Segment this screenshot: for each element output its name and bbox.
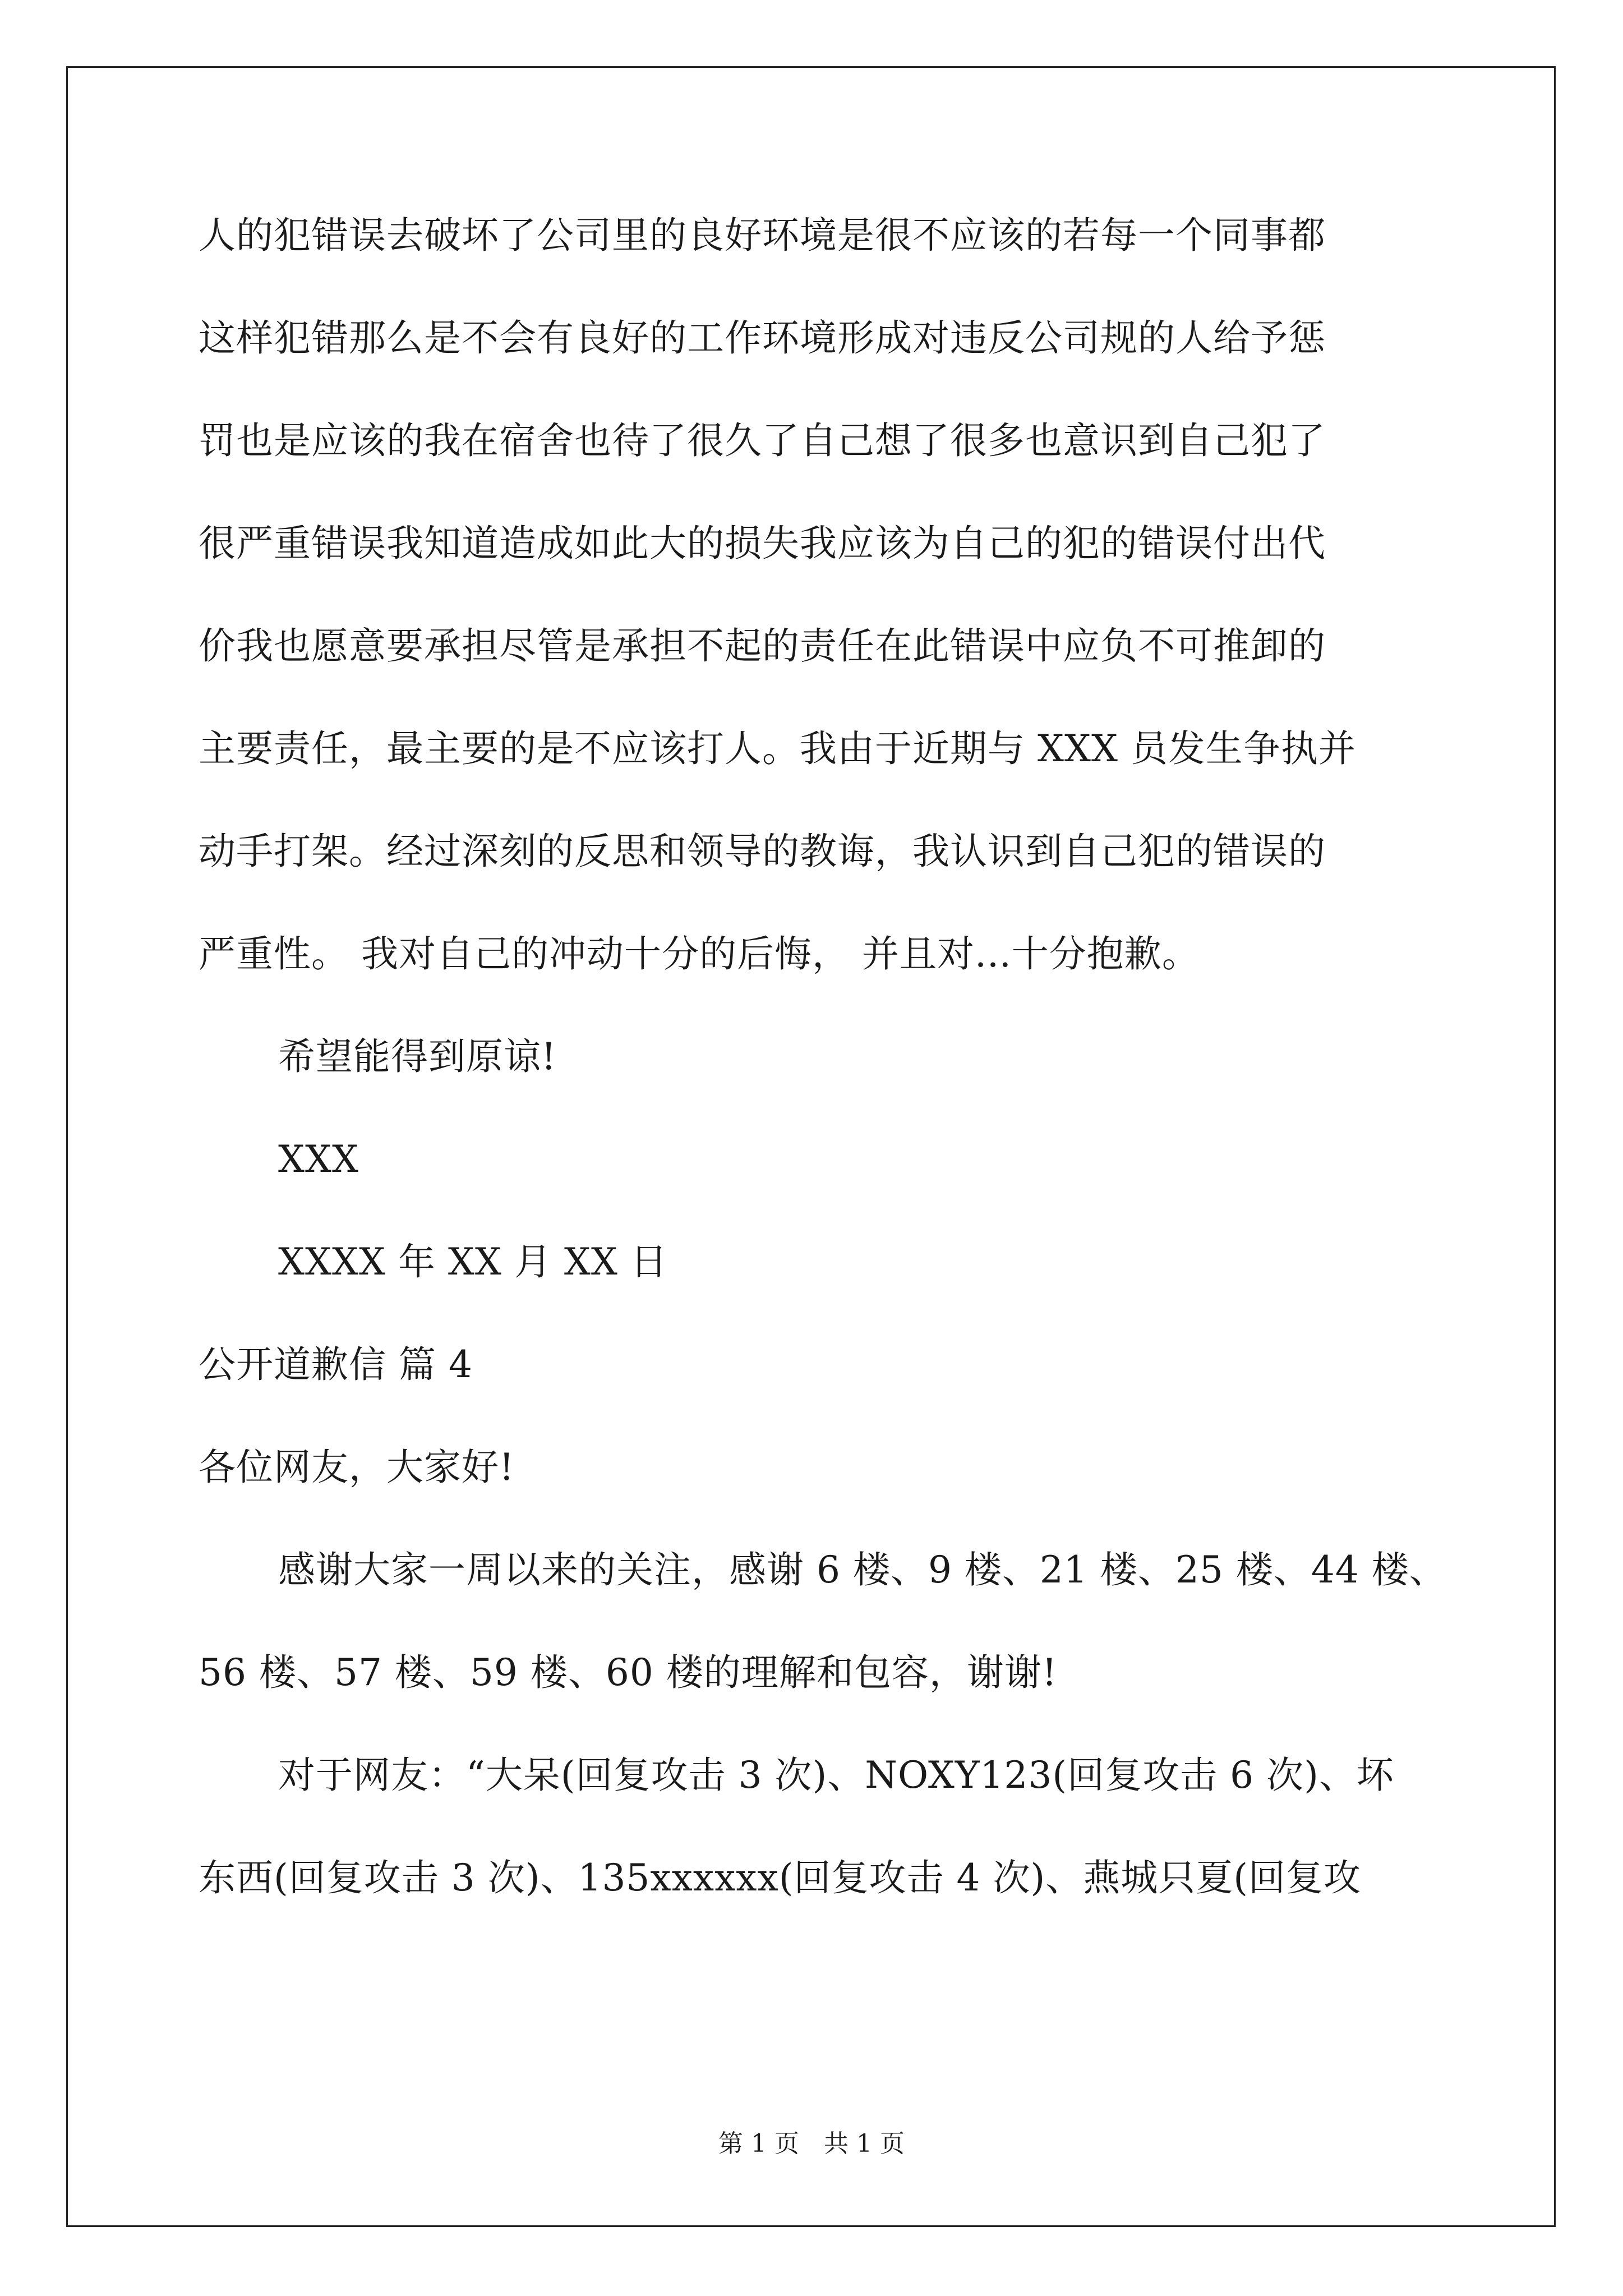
paragraph-line: 感谢大家一周以来的关注，感谢 6 楼、9 楼、21 楼、25 楼、44 楼、 (278, 1548, 1447, 1591)
page-number: 第 1 页 共 1 页 (718, 2129, 905, 2158)
paragraph-line: 价我也愿意要承担尽管是承担不起的责任在此错误中应负不可推卸的 (199, 624, 1326, 668)
paragraph-line: 罚也是应该的我在宿舍也待了很久了自己想了很多也意识到自己犯了 (199, 419, 1326, 462)
paragraph-line: 东西(回复攻击 3 次)、135xxxxxx(回复攻击 4 次)、燕城只夏(回复攻 (199, 1856, 1361, 1899)
paragraph-line: 这样犯错那么是不会有良好的工作环境形成对违反公司规的人给予惩 (199, 316, 1326, 360)
paragraph-line: 动手打架。经过深刻的反思和领导的教诲，我认识到自己犯的错误的 (199, 830, 1326, 873)
signature-date: XXXX 年 XX 月 XX 日 (278, 1240, 668, 1283)
paragraph-line: 人的犯错误去破坏了公司里的良好环境是很不应该的若每一个同事都 (199, 214, 1326, 257)
paragraph-line: 对于网友：“大呆(回复攻击 3 次)、NOXY123(回复攻击 6 次)、坏 (278, 1754, 1394, 1797)
paragraph-line: 主要责任，最主要的是不应该打人。我由于近期与 XXX 员发生争执并 (199, 727, 1356, 770)
paragraph-line: 很严重错误我知道造成如此大的损失我应该为自己的犯的错误付出代 (199, 522, 1326, 565)
salutation: 各位网友，大家好! (199, 1446, 515, 1489)
signature-name: XXX (278, 1138, 359, 1181)
closing-line: 希望能得到原谅! (278, 1035, 557, 1078)
section-heading: 公开道歉信 篇 4 (199, 1343, 473, 1386)
paragraph-line: 严重性。 我对自己的冲动十分的后悔， 并且对...十分抱歉。 (199, 932, 1200, 976)
paragraph-line: 56 楼、57 楼、59 楼、60 楼的理解和包容，谢谢! (199, 1651, 1058, 1694)
